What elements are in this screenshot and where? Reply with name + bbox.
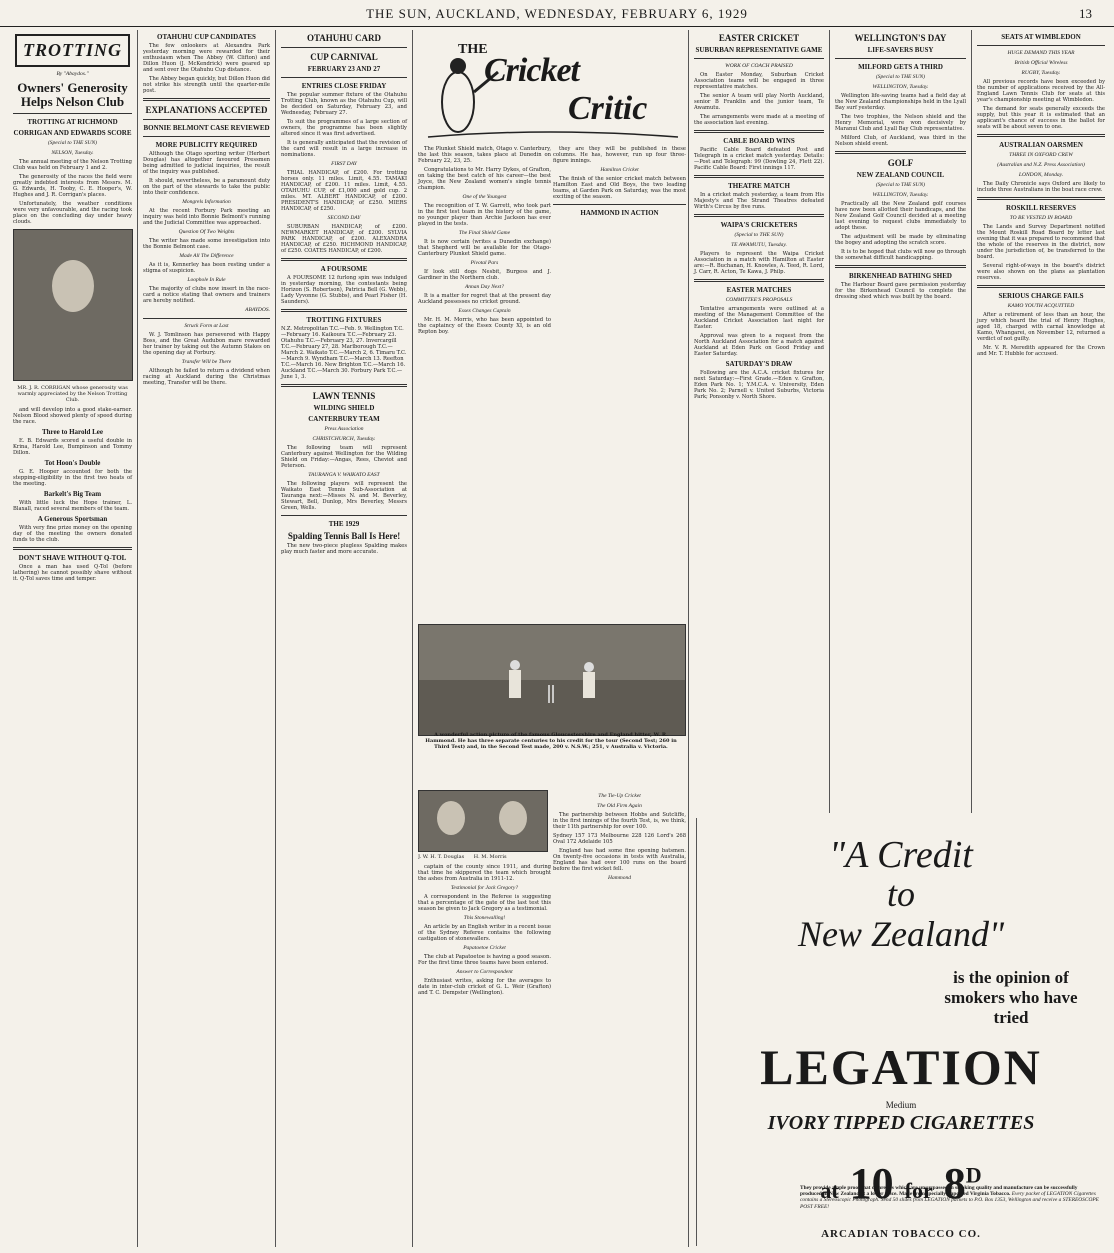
subhead: A Generous Sportsman xyxy=(37,515,108,523)
paragraph: and will develop into a good stake-earner. Nelson Blood showed plenty of speed during the race. xyxy=(13,407,132,425)
paragraph: W. J. Tomlinson has persevered with Happy Boss, and the Great Audubon mare rewarded her trainer by taking out the Autumn Stakes on the opening day at Forbury. xyxy=(143,332,270,356)
headline: ROSKILL RESERVES xyxy=(1006,204,1076,212)
ad-brand: LEGATION xyxy=(760,1039,1042,1095)
headline: TROTTING FIXTURES xyxy=(306,316,382,324)
ad-price-at: at xyxy=(820,1178,839,1203)
headline: OTAHUHU CUP CANDIDATES xyxy=(157,33,256,41)
ad-price-value: 8 xyxy=(943,1159,966,1208)
section-title: TROTTING xyxy=(15,34,130,67)
paragraph: On Easter Monday, Suburban Cricket Association teams will be engaged in three representative matches. xyxy=(694,72,824,90)
ad-stereo-text: Every packet of LEGATION Cigarettes contains a Stereoscopic Photograph. Send 50 slides from LEGATION packets to P.O. Box 1353, Wellington and receive a STEREOSCOPE POST FREE! xyxy=(800,1191,1099,1210)
headline: EXPLANATIONS ACCEPTED xyxy=(145,105,268,115)
ad-body: Once a man has used Q-Tol (before lathering) he cannot possibly shave without it. Q-Tol saves time and temper. xyxy=(13,564,132,582)
paragraph: The two trophies, the Nelson shield and the Henry Memorial, were won decisively by Maranui Club and Lyall Bay Club representative. xyxy=(835,114,966,132)
paragraph: The Plunket Shield match, Otago v. Canterbury, the last this season, takes place at Dunedin on February 22, 23, 25. xyxy=(418,146,551,164)
subhead: Tot Hoon's Double xyxy=(44,459,101,467)
headline: SERIOUS CHARGE FAILS xyxy=(998,292,1084,300)
headline: WAIPA'S CRICKETERS xyxy=(720,221,798,229)
subhead: Transfer Will be There xyxy=(181,359,232,365)
paragraph: Although the Otago sporting writer (Herbert Douglas) has altogether favoured Pressmen being admitted to judicial inquiries, the result of the inquiry was published. xyxy=(143,151,270,175)
subheadline: COMMITTEE'S PROPOSALS xyxy=(725,297,793,303)
assoc-line: (Australian and N.Z. Press Association) xyxy=(997,162,1085,168)
subhead: Struck Form at Last xyxy=(184,323,229,329)
paragraph: E. B. Edwards scored a useful double in Krina, Harold Lee, Bumpinson and Tommy Dillon. xyxy=(13,438,132,456)
headline: A FOURSOME xyxy=(320,265,368,273)
paragraph: Although he failed to return a dividend when racing at Auckland during the Christmas meeting, Transfer will be there. xyxy=(143,368,270,386)
paragraph: Pacific Cable Board defeated Post and Telegraph in a cricket match yesterday. Details:—Post and Telegraph: 99 (Dowling 24, Flett 22). Pacific Cable Board: First innings 117. xyxy=(694,147,824,171)
photo-caption: A wonderful action picture of the famous Gloucestershire and England hitter, W. R. Hammond. He has three separate centuries to his credit for the tour (Second Test; 260 in Third Test) and, in the Second Test made, 200 v. N.S.W.; 251, v Australia v. Victoria. xyxy=(425,732,677,750)
hammond-action-photo xyxy=(418,624,686,736)
paragraph: In a cricket match yesterday, a team from His Majesty's and The Strand Theatres defeated Wirth's Circus by five runs. xyxy=(694,192,824,210)
subhead: The Old Firm Again xyxy=(597,803,642,809)
caption-douglas: J. W. H. T. Douglas xyxy=(418,854,465,860)
paragraph: With little luck the Hope trainer, L. Blaxall, raced several members of the team. xyxy=(13,500,132,512)
paragraph: Tentative arrangements were outlined at a meeting of the Management Committee of the Auckland Cricket Association last night for Easter. xyxy=(694,306,824,330)
dateline: LONDON, Monday. xyxy=(1018,172,1064,178)
paragraph: The partnership between Hobbs and Sutcliffe, in the first innings of the fourth Test, is, we think, their 11th partnership for over 100. xyxy=(553,812,686,830)
legation-advert xyxy=(696,818,1106,1246)
byline: By "Abaydos." xyxy=(56,71,89,77)
paragraph: Mr. V. R. Meredith appeared for the Crown and Mr. T. Hubble for accused. xyxy=(977,345,1105,357)
special-line: (Special to THE SUN) xyxy=(47,140,98,146)
ad-credit-to: to xyxy=(886,874,915,914)
dateline: CHRISTCHURCH, Tuesday. xyxy=(312,436,376,442)
subheadline: WILDING SHIELD xyxy=(313,404,375,412)
paragraph: All previous records have been exceeded by the number of applications received by the All-England Lawn Tennis Club for seats at this year's championship meeting at Wimbledon. xyxy=(977,79,1105,103)
paragraph: It should, nevertheless, be a paramount duty on the part of the stewards to take the public into their confidence. xyxy=(143,178,270,196)
paragraph: The senior A team will play North Auckland, senior B Franklin and the junior team, Te Awamutu. xyxy=(694,93,824,111)
subheadline: LIFE-SAVERS BUSY xyxy=(867,46,934,54)
column-wimbledon xyxy=(972,30,1110,813)
paragraph: England has had some fine opening batsmen. On twenty-five occasions in tests with Australia, England has had over 100 runs on the board before the first wicket fell. xyxy=(553,848,686,872)
paragraph: The recognition of T. W. Garrett, who took part in the first test team in the history of the game, no younger player than Archie Jackson has ever played in the tests. xyxy=(418,203,551,227)
paragraph: The majority of clubs now insert in the race-card a notice stating that owners and trainers are hereby notified. xyxy=(143,286,270,304)
paragraph: The arrangements were made at a meeting of the association last evening. xyxy=(694,114,824,126)
paragraph: The popular summer fixture of the Otahuhu Trotting Club, known as the Otahuhu Cup, will be decided on Saturday, February 23, and Wednesday, February 27. xyxy=(281,92,407,116)
dateline: RUGBY, Tuesday. xyxy=(1021,70,1061,76)
subhead: One of the Youngest xyxy=(462,194,507,200)
subheadline: CANTERBURY TEAM xyxy=(308,415,380,423)
critic-right-top xyxy=(553,146,686,219)
wireless-line: British Official Wireless xyxy=(1014,60,1068,66)
paragraph: Unfortunately, the weather conditions were very unfavourable, and the racing took place on the concluding day under heavy clouds. xyxy=(13,201,132,225)
headline: LAWN TENNIS xyxy=(312,391,376,401)
subhead: The Tie-Up Cricket xyxy=(598,793,641,799)
paragraph: Mr. H. M. Morris, who has been appointed to the captaincy of the Essex County XI, is an old Repton boy. xyxy=(418,317,551,335)
ad-product: IVORY TIPPED CIGARETTES xyxy=(767,1112,1035,1134)
subhead: Mongrels Information xyxy=(182,199,231,205)
paragraph: G. E. Hooper accounted for both the stepping-eligibility in the first two heats of the meeting. xyxy=(13,469,132,487)
paragraph: The adjustment will be made by eliminating the bogey and adopting the scratch score. xyxy=(835,234,966,246)
paragraph: Congratulations to Mr. Harry Dykes, of Grafton, on taking the best catch of his career—the best Joyce, the New Zealand women's single tennis champion. xyxy=(418,167,551,191)
subhead: TAURANGA V. WAIKATO EAST xyxy=(308,472,380,478)
subhead: Question Of Two Weights xyxy=(178,229,235,235)
ad-title: Spalding Tennis Ball Is Here! xyxy=(287,531,401,541)
paragraph: The Lands and Survey Department notified the Mount Roskill Road Board by letter last evening that it was prepared to recommend that the whole of the reserves in the district, now under the jurisdiction of, be transferred to the board. xyxy=(977,224,1105,260)
paragraph: An article by an English writer in a recent issue of the Sydney Referee contains the following castigation of stonewallers. xyxy=(418,924,551,942)
paragraph: The generosity of the races the field were greatly indebted interests from Messrs. M. G. Edwards, H. Tooby, C. E. Hooper's, W. Hughes and J. R. Corrigan's places. xyxy=(13,174,132,198)
paragraph: The following players will represent the Waikato East Tennis Sub-Association at Tauranga next:—Misses N. and M. Beverley, Stewart, Bell, Dunlop, Mrs Beverley, Messrs Green, Wells. xyxy=(281,481,407,511)
subheadline: TO BE VESTED IN BOARD xyxy=(1009,215,1073,221)
score-table: Sydney 157 173 Melbourne 228 126 Lord's 268 Oval 172 Adelaide 105 xyxy=(553,833,686,845)
paragraph: TRIAL HANDICAP, of £200. For trotting horses only. 11 miles. Limit, 4.55. TAMAKI HANDICAP, of £200. 11 miles. Limit, 4.55. OTAHUHU CUP, of £1,000 and gold cup. 2 miles. MT. ALBERT HANDICAP, of £200. PRESIDENT'S HANDICAP, of £250. MIERS HANDICAP, of £250. xyxy=(281,170,407,212)
paragraph: Practically all the New Zealand golf courses have now been allotted their handicaps, and the New Zealand Golf Council decided at a meeting last evening to request clubs immediately to adopt these. xyxy=(835,201,966,231)
dateline: WELLINGTON, Tuesday. xyxy=(872,84,929,90)
special-line: (Special to THE SUN) xyxy=(875,74,926,80)
subheadline: SUBURBAN REPRESENTATIVE GAME xyxy=(695,46,823,54)
headline: Owners' Generosity Helps Nelson Club xyxy=(17,80,128,109)
subhead: Barkelt's Big Team xyxy=(43,490,102,498)
paragraph: Wellington life-saving teams had a field day at the New Zealand championships held in the Lyall Bay surf yesterday. xyxy=(835,93,966,111)
caption-morris: H. M. Morris xyxy=(473,854,507,860)
paragraph: The Daily Chronicle says Oxford are likely to include three Australians in the boat race crew. xyxy=(977,181,1105,193)
subhead: Essex Changes Captain xyxy=(458,308,511,314)
headline: EASTER CRICKET xyxy=(718,33,800,43)
headline: SATURDAY'S DRAW xyxy=(725,360,793,368)
headline: CUP CARNIVAL xyxy=(310,52,378,62)
paragraph: Players to represent the Waipa Cricket Association in a match with Hamilton at Easter are:—R. Buchanan, H. Knowles, A. Teed, R. Lord, J. Carr, R. Acton, Te Kawa, J. Philp. xyxy=(694,251,824,275)
press-line: Press Association xyxy=(324,426,364,432)
paragraph: The following team will represent Canterbury against Wellington for the Wilding Shield on Friday:—Angas, Rees, Cheviot and Peterson. xyxy=(281,445,407,469)
page-number: 13 xyxy=(1079,6,1092,21)
subhead: Annan Day Next? xyxy=(464,284,505,290)
paragraph: The Abbey began quickly, but Dillon Huon did not strike his strength until the quarter-mile post. xyxy=(143,76,270,94)
paragraph: As it is, Kennerley has been resting under a stigma of suspicion. xyxy=(143,262,270,274)
hammond-caption-label: Hammond xyxy=(608,875,631,881)
paragraph: It is generally anticipated that the revision of the card will result in a large increase in nominations. xyxy=(281,140,407,158)
subheadline: CORRIGAN AND EDWARDS SCORE xyxy=(13,129,132,137)
ad-price-for: for xyxy=(904,1178,933,1203)
paragraph: SUBURBAN HANDICAP, of £200. NEWMARKET HANDICAP, of £200. SYLVIA PARK HANDICAP, of £200. ALEXANDRA HANDICAP, of £250. RICHMOND HANDICAP, of £250. COATES HANDICAP, of £200. xyxy=(281,224,407,254)
ad-body: The new two-piece plugless Spalding makes play much faster and more accurate. xyxy=(281,543,407,555)
paragraph: It is to be hoped that clubs will now go through the somewhat difficult handicapping. xyxy=(835,249,967,261)
subheadline: MILFORD GETS A THIRD xyxy=(858,63,943,71)
paragraph: With very fine prize money on the opening day of the meeting the owners donated funds to the club. xyxy=(13,525,132,543)
subheadline: ENTRIES CLOSE FRIDAY xyxy=(301,82,387,90)
paragraph: Several right-of-ways in the board's district were also shown on the plans as plantation reserves. xyxy=(977,263,1105,281)
column-cricket-critic xyxy=(413,30,689,1247)
ad-company: ARCADIAN TOBACCO CO. xyxy=(821,1228,981,1240)
special-line: (Special to THE SUN) xyxy=(875,182,926,188)
subhead: SECOND DAY xyxy=(327,215,361,221)
column-wellington xyxy=(830,30,972,813)
subhead: This Stonewalling! xyxy=(463,915,506,921)
subheadline: THREE IN OXFORD CREW xyxy=(1009,152,1073,158)
paragraph: At the recent Forbury Park meeting an inquiry was held into Bonnie Belmont's running and the Judicial Committee was approached. xyxy=(143,208,270,226)
ad-price-unit: D xyxy=(965,1162,982,1188)
paragraph: The finish of the senior cricket match between Hamilton East and Old Boys, the two leading teams, at Garden Park on Saturday, was the most exciting of the season. xyxy=(553,176,686,200)
subhead: Loophole In Rule xyxy=(187,277,226,283)
masthead xyxy=(0,0,1114,27)
dateline: WELLINGTON, Tuesday. xyxy=(872,192,929,198)
headline: WELLINGTON'S DAY xyxy=(854,33,947,43)
subhead: The Final Shield Game xyxy=(458,230,511,236)
headline: CABLE BOARD WINS xyxy=(723,137,795,145)
paragraph: Following are the A.C.A. cricket fixtures for next Saturday:—First Grade.—Eden v. Grafton, Eden Park No. 1; Y.M.C.A. v. University, Eden Park No. 2; Parnell v. United Suburbs, Victoria Park; Ponsonby v. North Shore. xyxy=(694,370,824,400)
subhead: Three to Harold Lee xyxy=(42,428,103,436)
ad-medium: Medium xyxy=(885,1100,917,1110)
ad-credit-nz: New Zealand" xyxy=(797,914,1005,954)
signoff: ABAYDOS. xyxy=(245,307,270,313)
ad-price-num: 10 xyxy=(849,1159,894,1208)
ad-opinion: is the opinion of smokers who have tried xyxy=(944,968,1078,1027)
subheadline: FEBRUARY 23 AND 27 xyxy=(307,65,381,73)
paragraph: To suit the programmes of a large section of owners, the programme has been slightly altered since it was first advertised. xyxy=(281,119,407,137)
dateline: NELSON, Tuesday. xyxy=(51,150,94,156)
dateline: TE AWAMUTU, Tuesday. xyxy=(731,242,787,248)
subhead: Answer to Correspondent xyxy=(456,969,513,975)
column-otahuhu-card xyxy=(276,30,413,1247)
subhead: Pivotal Pars xyxy=(470,260,499,266)
logo-cricket: Cricket xyxy=(484,52,579,89)
headline: SEATS AT WIMBLEDON xyxy=(1001,33,1081,41)
critic-left-lower xyxy=(418,790,551,1247)
subhead: Papatoetoe Cricket xyxy=(463,945,506,951)
headline: OTAHUHU CARD xyxy=(306,33,382,43)
subhead: Hamilton Cricket xyxy=(600,167,639,173)
column-trotting xyxy=(8,30,138,1247)
ad-copy-text: They provide ample proof that cigarettes which are unsurpassed in smoking quality and manufacture can be successfully produced in New Zealand at a lower price. Made from specially imported Virginia Tobacco. xyxy=(800,1185,1078,1198)
subheadline: TROTTING AT RICHMOND xyxy=(27,118,118,126)
paragraph: Enthusiast writes, asking for the averages to date in inter-club cricket of G. L. Weir (Grafton) and T. C. Dempster (Wellington). xyxy=(418,978,551,996)
headline: GOLF xyxy=(887,158,914,168)
paragraph: The club at Papatoetoe is having a good season. For the first time three teams have been entered. xyxy=(418,954,551,966)
paragraph: captain of the county since 1911, and during that time he skippered the team which brought the ashes from Australia in 1911-12. xyxy=(418,864,551,882)
ad-copy xyxy=(800,1185,1100,1217)
paragraph: If look still dogs Nesbit, Burgess and J. Gardiner in the Northern club. xyxy=(418,269,551,281)
subheadline: HUGE DEMAND THIS YEAR xyxy=(1007,50,1075,56)
critic-left-top xyxy=(418,146,551,338)
paragraph: It is a matter for regret that at the present day Auckland possesses no cricket ground. xyxy=(418,293,551,305)
paragraph: The demand for seats generally exceeds the supply, but this year it is estimated that an applicant's chance of success in the ballot for seats will be about seven to one. xyxy=(977,106,1105,130)
photo-caption: MR. J. R. CORRIGAN whose generosity was warmly appreciated by the Nelson Trotting Club. xyxy=(17,385,128,403)
subhead: FIRST DAY xyxy=(331,161,357,167)
column-otahuhu-candidates xyxy=(138,30,276,1247)
paragraph: Approval was given to a request from the North Auckland Association for a match against Auckland at Eden Park on Good Friday and Easter Saturday. xyxy=(694,333,824,357)
paragraph: Milford Club, of Auckland, was third in the Nelson shield event. xyxy=(835,135,966,147)
subheadline: BONNIE BELMONT CASE REVIEWED xyxy=(143,124,270,132)
cricket-critic-logo xyxy=(418,32,683,142)
critic-right-lower xyxy=(553,790,686,1247)
subheadline: WORK OF COACH PRAISED xyxy=(725,63,793,69)
paragraph: The few onlookers at Alexandra Park yesterday morning were rewarded for their enthusiasm when The Abbey (W. Clifton) and Dillon Huon (J. McKendrick) were geared up and sent over the Otahuhu Cup distance. xyxy=(143,43,270,73)
subheadline: NEW ZEALAND COUNCIL xyxy=(856,171,945,179)
ad-headline: DON'T SHAVE WITHOUT Q-TOL xyxy=(18,554,127,562)
special-line: (Special to THE SUN) xyxy=(734,232,784,238)
paragraph: After a retirement of less than an hour, the jury which heard the trial of Henry Hughes, aged 18, charged with carnal knowledge at Kamo, Whangarei, on November 12, returned a verdict of not guilty. xyxy=(977,312,1105,342)
paragraph: A FOURSOME 12 furlong spin was indulged in yesterday morning, the contestants being Horizon (S. Robertson), Patricia Bell (G. Webb), Lady Vyvonne (G. Stubbs), and Pearl Fisher (H. Saunders). xyxy=(281,275,407,305)
headline: THEATRE MATCH xyxy=(728,182,790,190)
subheadline: MORE PUBLICITY REQUIRED xyxy=(155,141,258,149)
masthead-title: THE SUN, AUCKLAND, WEDNESDAY, FEBRUARY 6, 1929 xyxy=(366,6,748,21)
paragraph: The Harbour Board gave permission yesterday for the Birkenhead Council to complete the dressing shed which was built by the board. xyxy=(835,282,966,300)
subhead: Made All The Difference xyxy=(179,253,234,259)
paragraph: It is now certain (writes a Dunedin exchange) that Shepherd will be available for the Otago-Canterbury Plunket Shield game. xyxy=(418,239,551,257)
paragraph: The writer has made some investigation into the Bonnie Belmont case. xyxy=(143,238,270,250)
column-easter-cricket xyxy=(689,30,830,813)
subheadline: KAMO YOUTH ACQUITTED xyxy=(1007,303,1075,309)
paragraph: The annual meeting of the Nelson Trotting Club was held on February 1 and 2. xyxy=(13,159,132,171)
paragraph: they are they will be published in these columns. He has, however, run up four three-figure innings. xyxy=(553,146,686,164)
subhead: Testimonial for Jack Gregory? xyxy=(450,885,519,891)
fixtures-list: N.Z. Metropolitan T.C.—Feb. 9. Wellington T.C.—February 16. Kaikoura T.C.—February 23. Otahuhu T.C.—February 23, 27. Invercargill T.C.—February 27, 28. Marlborough T.C.—March 2. Waikato T.C.—March 2, 6. Timaru T.C.—March 9. Wyndham T.C.—March 13. Reefton T.C.—March 16. New Brighton T.C.—March 16. Auckland T.C.—March 30. Forbury Park T.C.—June 1, 3. xyxy=(281,326,407,380)
headline: BIRKENHEAD BATHING SHED xyxy=(849,272,952,280)
douglas-morris-photo xyxy=(418,790,548,852)
headline: AUSTRALIAN OARSMEN xyxy=(999,141,1083,149)
portrait-photo xyxy=(13,229,133,381)
paragraph: A correspondent in the Referee is suggesting that a percentage of the gate of the last test this season be given to Jack Gregory as a testimonial. xyxy=(418,894,551,912)
pitch-scene xyxy=(419,625,685,735)
headline: EASTER MATCHES xyxy=(726,286,792,294)
logo-critic: Critic xyxy=(568,90,648,127)
ad-year: THE 1929 xyxy=(328,520,360,528)
logo-the: THE xyxy=(458,42,488,57)
headline: HAMMOND IN ACTION xyxy=(580,209,659,217)
ad-credit-line: "A Credit xyxy=(829,834,973,876)
